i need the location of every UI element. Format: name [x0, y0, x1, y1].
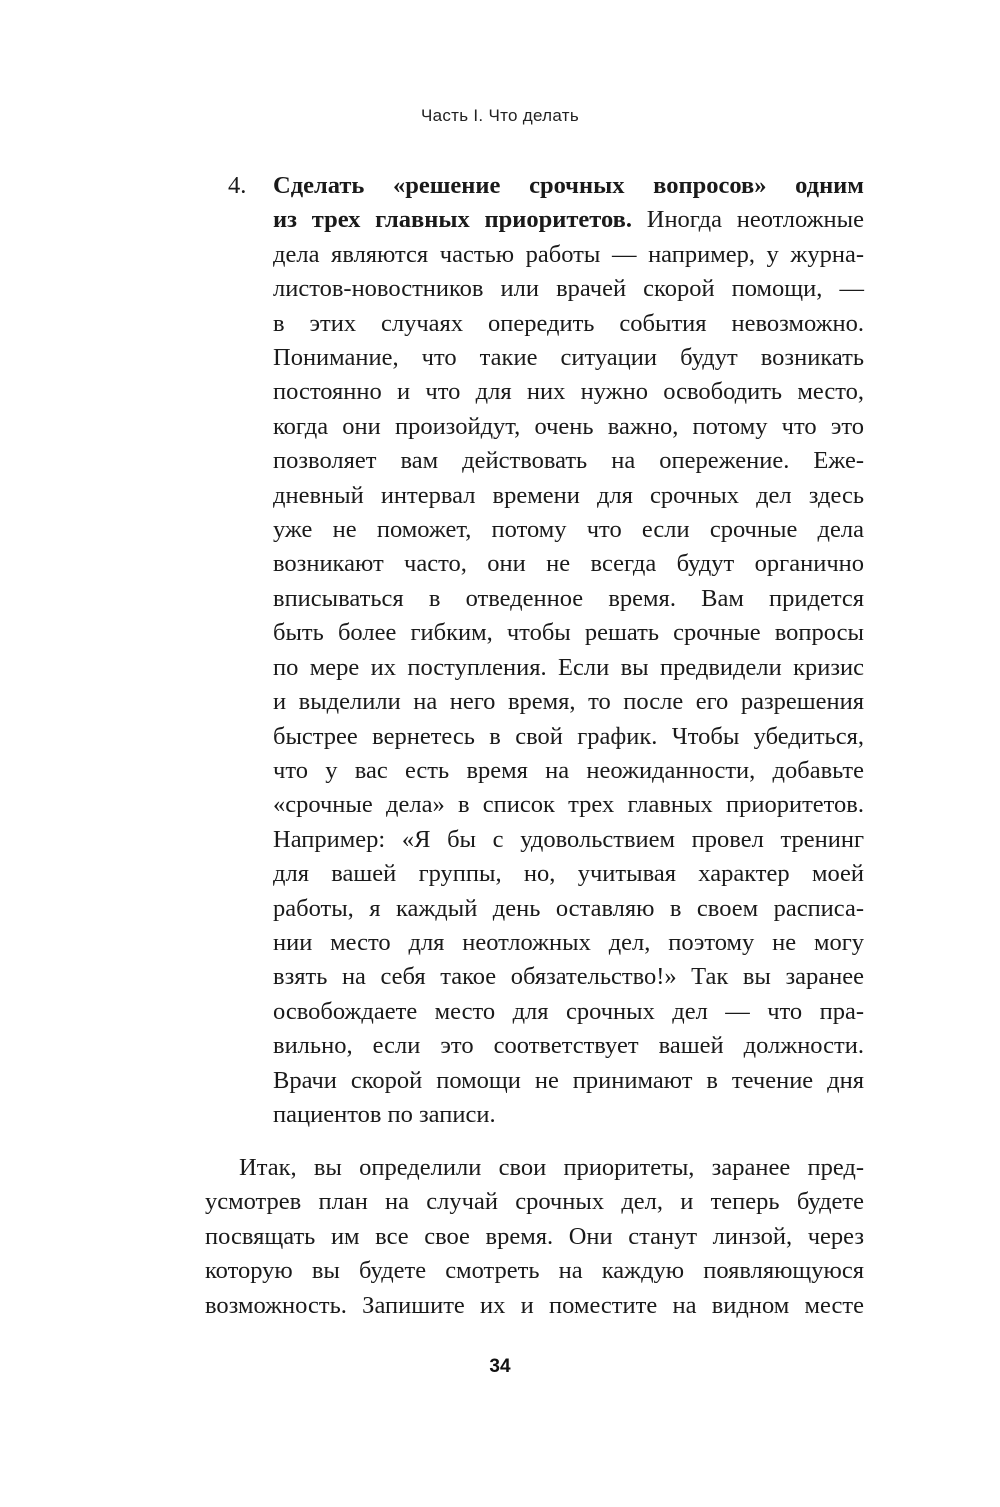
text-line: [273, 375, 864, 409]
text-line: [273, 272, 864, 306]
text-line: [273, 616, 864, 650]
text-line: [273, 307, 864, 341]
line-text: когда они произойдут, очень важно, потому что это: [273, 412, 864, 440]
text-line: [273, 1064, 864, 1098]
text-line: [273, 995, 864, 1029]
line-text: Понимание, что такие ситуации будут возникать: [273, 344, 864, 372]
line-text: вписываться в отведенное время. Вам придется: [273, 584, 864, 612]
text-line: [273, 203, 864, 237]
list-item-number: 4.: [228, 172, 247, 199]
line-text: позволяет вам действовать на опережение. Еже-: [273, 447, 864, 475]
text-line: [273, 1098, 864, 1132]
text-line: [273, 857, 864, 891]
text-line: [273, 582, 864, 616]
text-line: [273, 410, 864, 444]
line-text: Иногда неотложные: [631, 206, 864, 234]
line-text: Врачи скорой помощи не принимают в течение дня: [273, 1066, 864, 1094]
text-line: [273, 651, 864, 685]
text-line: [273, 685, 864, 719]
line-text: и выделили на него время, то после его разрешения: [273, 688, 864, 716]
line-text: листов-новостников или врачей скорой помощи, —: [273, 275, 864, 303]
line-text: по мере их поступления. Если вы предвидели кризис: [273, 653, 864, 681]
list-item-body: [273, 169, 864, 1132]
text-line: [273, 926, 864, 960]
running-head: Часть I. Что делать: [420, 106, 580, 125]
bold-heading-text: из трех главных приоритетов.: [273, 206, 632, 234]
text-line: [273, 720, 864, 754]
line-text: работы, я каждый день оставляю в своем расписа-: [273, 894, 864, 922]
line-text: вильно, если это соответствует вашей должности.: [273, 1032, 864, 1060]
line-text: в этих случаях опередить события невозможно.: [273, 309, 864, 337]
text-line: усмотрев план на случай срочных дел, и теперь будете: [205, 1188, 864, 1216]
line-text: пациентов по записи.: [273, 1100, 496, 1128]
line-text: дневный интервал времени для срочных дел здесь: [273, 481, 864, 509]
text-line: [273, 444, 864, 478]
text-line: [273, 823, 864, 857]
line-text: что у вас есть время на неожиданности, добавьте: [273, 756, 864, 784]
text-line: посвящать им все свое время. Они станут линзой, через: [205, 1222, 864, 1250]
text-line: [273, 479, 864, 513]
text-line: [273, 169, 864, 203]
line-text: быть более гибким, чтобы решать срочные вопросы: [273, 619, 864, 647]
text-line: [273, 513, 864, 547]
line-text: для вашей группы, но, учитывая характер моей: [273, 860, 864, 888]
line-text: взять на себя такое обязательство!» Так вы заранее: [273, 963, 864, 991]
text-line: которую вы будете смотреть на каждую появляющуюся: [205, 1257, 864, 1285]
line-text: возникают часто, они не всегда будут органично: [273, 550, 864, 578]
text-line: [273, 892, 864, 926]
text-line: [273, 1029, 864, 1063]
bold-heading-text: Сделать «решение срочных вопросов» одним: [273, 172, 864, 199]
line-text: «срочные дела» в список трех главных приоритетов.: [273, 791, 864, 819]
line-text: уже не поможет, потому что если срочные дела: [273, 516, 864, 544]
text-line: Итак, вы определили свои приоритеты, заранее пред-: [239, 1154, 864, 1181]
line-text: дела являются частью работы — например, у журна-: [273, 240, 864, 268]
text-line: [273, 341, 864, 375]
page-number: 34: [489, 1356, 511, 1377]
line-text: постоянно и что для них нужно освободить место,: [273, 378, 864, 406]
text-line: возможность. Запишите их и поместите на видном месте: [205, 1291, 864, 1319]
line-text: нии место для неотложных дел, поэтому не могу: [273, 928, 864, 956]
text-line: [273, 547, 864, 581]
line-text: освобождаете место для срочных дел — что пра-: [273, 997, 864, 1025]
text-line: [273, 960, 864, 994]
text-line: [273, 788, 864, 822]
body-paragraph: [205, 1151, 864, 1323]
line-text: быстрее вернетесь в свой график. Чтобы убедиться,: [273, 722, 864, 750]
text-line: [273, 238, 864, 272]
text-line: [273, 754, 864, 788]
line-text: Например: «Я бы с удовольствием провел тренинг: [273, 825, 864, 853]
